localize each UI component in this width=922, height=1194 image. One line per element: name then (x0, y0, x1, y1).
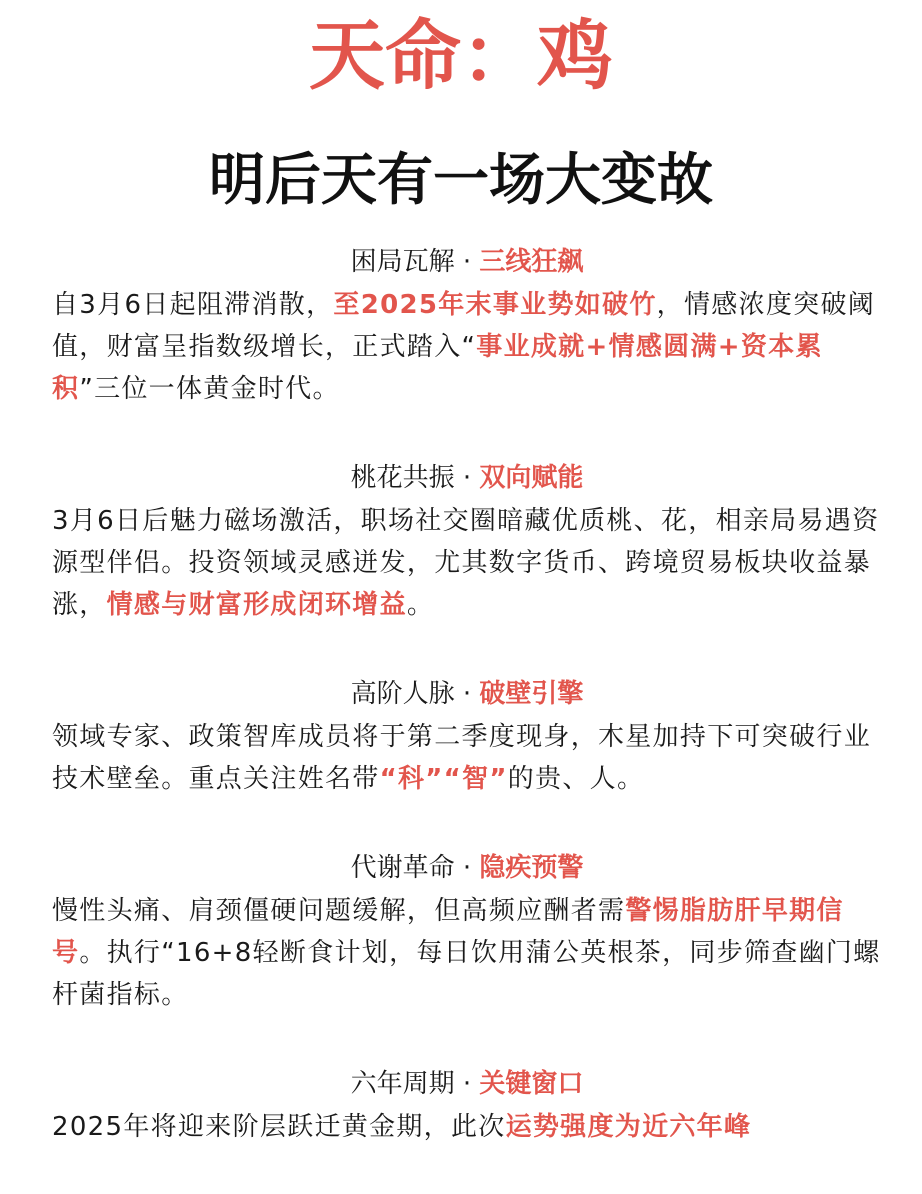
section-heading-label: 高阶人脉 · (350, 679, 480, 709)
highlight-text: “科”“智” (379, 764, 508, 794)
section-heading (52, 672, 882, 716)
section-heading-label: 困局瓦解 · (350, 247, 480, 277)
section-heading (52, 846, 882, 890)
section-heading (52, 456, 882, 500)
body-text: 2025年将迎来阶层跃迁黄金期，此次 (52, 1112, 506, 1142)
section-heading-label: 六年周期 · (350, 1069, 480, 1099)
body-text: 。执行“16+8轻断食计划，每日饮用蒲公英根茶，同步筛查幽门螺杆菌指标。 (52, 938, 881, 1010)
section (52, 672, 882, 800)
section-body (52, 716, 882, 800)
section (52, 456, 882, 626)
page-title: 天命：鸡 (309, 11, 613, 100)
highlight-text: 至2025年末事业势如破竹 (333, 290, 657, 320)
highlight-text: 情感与财富形成闭环增益 (106, 590, 407, 620)
body-text: ”三位一体黄金时代。 (79, 374, 340, 404)
body-text: 慢性头痛、肩颈僵硬问题缓解，但高频应酬者需 (52, 896, 626, 926)
section-heading-highlight: 关键窗口 (479, 1069, 584, 1099)
body-text: 的贵、人。 (507, 764, 645, 794)
section (52, 240, 882, 410)
body-text: 3月6日后魅力磁场激活，职场社交圈暗藏优质桃、花，相亲局易遇资源型伴侣。投资领域灵感迸发，尤其数字货币、跨境贸易板块收益暴涨， (52, 506, 880, 620)
section-body (52, 890, 882, 1016)
body-text: 。 (406, 590, 435, 620)
page-subtitle: 明后天有一场大变故 (209, 147, 713, 213)
highlight-text: 运势强度为近六年峰 (505, 1112, 752, 1142)
body-text: 自3月6日起阻滞消散， (52, 290, 334, 320)
body-text: 领域专家、政策智库成员将于第二季度现身，木星加持下可突破行业技术壁垒。重点关注姓名带 (52, 722, 872, 794)
section-heading-highlight: 三线狂飙 (479, 247, 584, 277)
body-text: ，情感浓度突破阈值，财富呈指数级增长，正式踏入“ (52, 290, 876, 362)
section-heading-highlight: 破壁引擎 (479, 679, 584, 709)
section-heading (52, 240, 882, 284)
highlight-text: 警惕脂肪肝早期信号 (52, 896, 844, 968)
article-sections (52, 240, 882, 1194)
section-heading (52, 1062, 882, 1106)
section-body (52, 500, 882, 626)
section-heading-highlight: 双向赋能 (479, 463, 584, 493)
section-heading-label: 桃花共振 · (350, 463, 480, 493)
section (52, 1062, 882, 1148)
section-body (52, 1106, 882, 1148)
section-heading-highlight: 隐疾预警 (479, 853, 584, 883)
highlight-text: 事业成就+情感圆满+资本累积 (52, 332, 823, 404)
section (52, 846, 882, 1016)
section-heading-label: 代谢革命 · (350, 853, 480, 883)
section-body (52, 284, 882, 410)
